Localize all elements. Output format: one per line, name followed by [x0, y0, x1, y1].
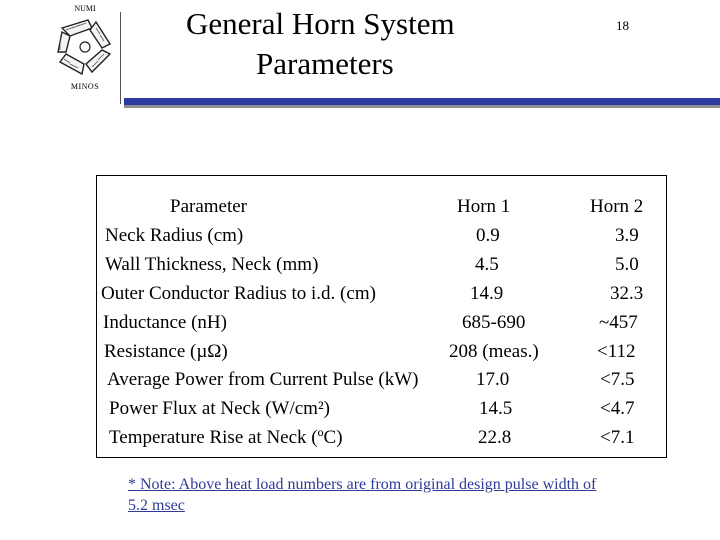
- row-horn1: 4.5: [475, 254, 499, 275]
- row-horn2: <7.1: [600, 427, 635, 448]
- header-divider: [120, 12, 121, 104]
- row-horn1: 685-690: [462, 312, 526, 333]
- row-param: Average Power from Current Pulse (kW): [107, 369, 419, 390]
- header-parameter: Parameter: [170, 196, 248, 217]
- row-horn2: 32.3: [610, 283, 644, 304]
- page-title-line-2: Parameters: [256, 46, 394, 81]
- row-horn2: ~457: [599, 312, 638, 333]
- row-horn1: 0.9: [476, 225, 500, 246]
- row-param: Power Flux at Neck (W/cm²): [109, 398, 330, 419]
- row-param: Outer Conductor Radius to i.d. (cm): [101, 283, 376, 304]
- header-horn-1: Horn 1: [457, 196, 511, 217]
- row-horn1: 14.5: [479, 398, 513, 419]
- row-horn1: 14.9: [470, 283, 504, 304]
- row-horn1: 22.8: [478, 427, 512, 448]
- numi-minos-logo: [50, 4, 120, 92]
- page-number: 18: [616, 18, 629, 33]
- row-horn2: 3.9: [615, 225, 639, 246]
- heat-load-note: * Note: Above heat load numbers are from original design pulse width of 5.2 msec: [128, 476, 597, 514]
- logo-bottom-text: MINOS: [70, 82, 100, 91]
- row-param: Wall Thickness, Neck (mm): [105, 254, 319, 275]
- row-param: Resistance (µΩ): [104, 341, 228, 362]
- row-horn1: 208 (meas.): [449, 341, 539, 362]
- row-horn2: <4.7: [600, 398, 635, 419]
- row-param: Temperature Rise at Neck (ºC): [109, 427, 343, 448]
- row-horn2: <112: [597, 341, 636, 362]
- header-rule-gray: [124, 105, 720, 108]
- row-param: Neck Radius (cm): [105, 225, 244, 246]
- row-horn2: <7.5: [600, 369, 635, 390]
- page-title-line-1: General Horn System: [186, 6, 455, 41]
- header-rule-blue: [124, 98, 720, 105]
- row-horn1: 17.0: [476, 369, 510, 390]
- logo-top-text: NUMI: [74, 4, 96, 13]
- horn-emblem-icon: [52, 14, 118, 80]
- row-horn2: 5.0: [615, 254, 639, 275]
- header-horn-2: Horn 2: [590, 196, 644, 217]
- row-param: Inductance (nH): [103, 312, 227, 333]
